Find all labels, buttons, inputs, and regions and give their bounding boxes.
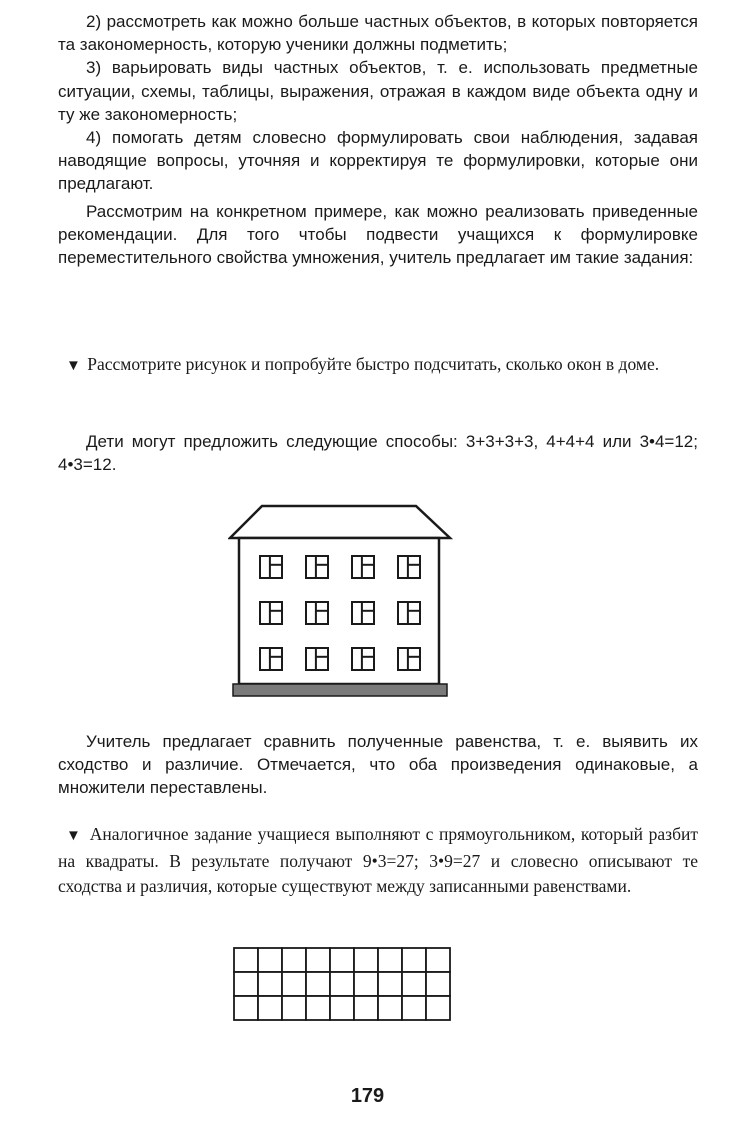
grid-cell: [258, 948, 282, 972]
children-ways-text: Дети могут предложить следующие способы: 3+3+3+3, 4+4+4 или 3•4=12; 4•3=12.: [58, 432, 698, 475]
task-1-text: Рассмотрите рисунок и попробуйте быстро подсчитать, сколько окон в доме.: [87, 354, 660, 374]
grid-cell: [330, 948, 354, 972]
grid-cell: [402, 996, 426, 1020]
grid-cell: [426, 948, 450, 972]
grid-cell: [378, 948, 402, 972]
house-foundation: [233, 684, 447, 696]
grid-cell: [282, 948, 306, 972]
grid-cell: [354, 996, 378, 1020]
triangle-marker-icon: ▼: [66, 828, 83, 844]
grid-cell: [378, 972, 402, 996]
grid-cell: [258, 972, 282, 996]
example-intro: Рассмотрим на конкретном примере, как можно реализовать приведенные рекомендации. Для того чтобы подвести учащихся к формулировке переместительного свойства умножения, учитель предлагает им такие задания:: [58, 201, 698, 268]
triangle-marker-icon: ▼: [66, 358, 81, 374]
grid-cell: [378, 996, 402, 1020]
grid-cells: [234, 948, 450, 1020]
grid-cell: [306, 996, 330, 1020]
rectangle-grid-figure: [232, 946, 452, 1022]
grid-cell: [234, 996, 258, 1020]
task-2: [58, 822, 698, 899]
page-number: 179: [350, 1085, 385, 1107]
grid-cell: [234, 948, 258, 972]
grid-cell: [354, 948, 378, 972]
house-roof: [230, 506, 450, 538]
grid-cell: [258, 996, 282, 1020]
task-1: [58, 352, 698, 379]
recommendation-3: 3) варьировать виды частных объектов, т. е. использовать предметные ситуации, схемы, таблицы, выражения, отражая в каждом виде объекта одну и ту же закономерность;: [58, 58, 698, 124]
teacher-compare-text: Учитель предлагает сравнить полученные равенства, т. е. выявить их сходство и различие. Отмечается, что оба произведения одинаковые, а множители переставлены.: [58, 732, 698, 798]
grid-cell: [402, 972, 426, 996]
recommendation-2: 2) рассмотреть как можно больше частных объектов, в которых повторяется та закономерность, которую ученики должны подметить;: [58, 12, 698, 55]
grid-cell: [426, 972, 450, 996]
children-ways: [58, 430, 698, 476]
grid-cell: [282, 996, 306, 1020]
recommendations-text: [58, 10, 698, 269]
grid-cell: [402, 948, 426, 972]
grid-cell: [282, 972, 306, 996]
teacher-compare: [58, 730, 698, 800]
grid-cell: [426, 996, 450, 1020]
grid-cell: [330, 972, 354, 996]
grid-cell: [354, 972, 378, 996]
grid-cell: [306, 948, 330, 972]
grid-cell: [330, 996, 354, 1020]
grid-cell: [234, 972, 258, 996]
task-2-text: Аналогичное задание учащиеся выполняют с прямоугольником, который разбит на квадраты. В результате получают 9•3=27; 3•9=27 и словесно описывают те сходства и различия, которые существуют между записанными равенствами.: [58, 824, 698, 896]
house-figure: [228, 502, 453, 702]
grid-cell: [306, 972, 330, 996]
recommendation-4: 4) помогать детям словесно формулировать свои наблюдения, задавая наводящие вопросы, уточняя и корректируя те формулировки, которые они предлагают.: [58, 128, 698, 194]
